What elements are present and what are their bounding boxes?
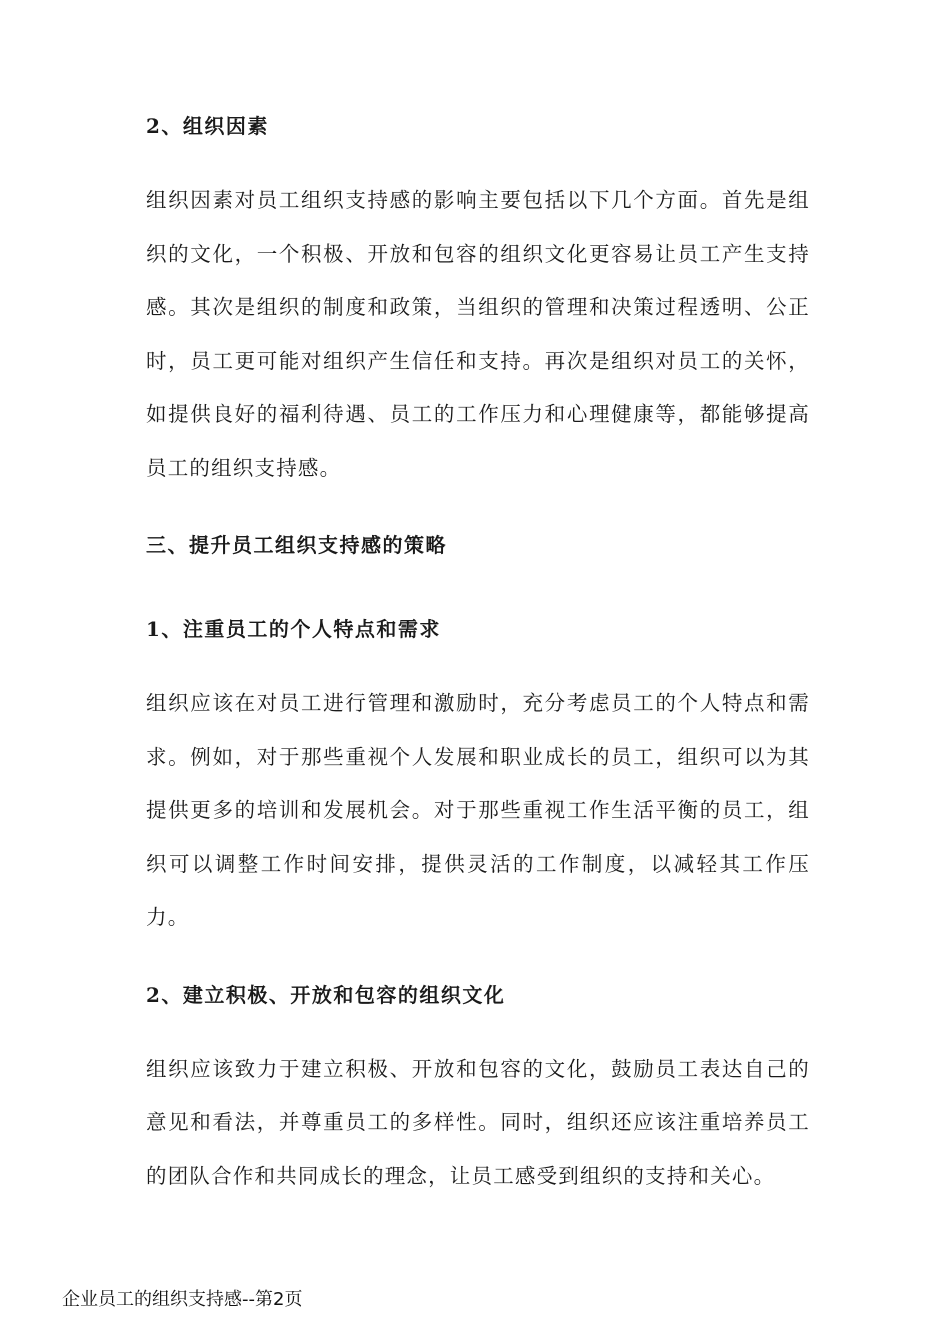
paragraph-individual-needs: 组织应该在对员工进行管理和激励时，充分考虑员工的个人特点和需求。例如，对于那些重视个人发展和职业成长的员工，组织可以为其提供更多的培训和发展机会。对于那些重视工作生活平衡的员工，组织可以调整工作时间安排，提供灵活的工作制度，以减轻其工作压力。 [146,691,810,929]
document-body [146,104,810,1203]
section-heading-strategies: 三、提升员工组织支持感的策略 [146,533,447,557]
paragraph-organizational-culture: 组织应该致力于建立积极、开放和包容的文化，鼓励员工表达自己的意见和看法，并尊重员工的多样性。同时，组织还应该注重培养员工的团队合作和共同成长的理念，让员工感受到组织的支持和关心。 [146,1056,810,1188]
page-footer: 企业员工的组织支持感--第2页 [62,1289,303,1310]
subsection-heading-individual-needs: 1、注重员工的个人特点和需求 [146,617,441,641]
paragraph-organizational-factors: 组织因素对员工组织支持感的影响主要包括以下几个方面。首先是组织的文化，一个积极、开放和包容的组织文化更容易让员工产生支持感。其次是组织的制度和政策，当组织的管理和决策过程透明、公正时，员工更可能对组织产生信任和支持。再次是组织对员工的关怀，如提供良好的福利待遇、员工的工作压力和心理健康等，都能够提高员工的组织支持感。 [146,188,810,480]
subsection-heading-organizational-culture: 2、建立积极、开放和包容的组织文化 [146,982,506,1007]
section-heading-organizational-factors: 2、组织因素 [146,114,269,138]
